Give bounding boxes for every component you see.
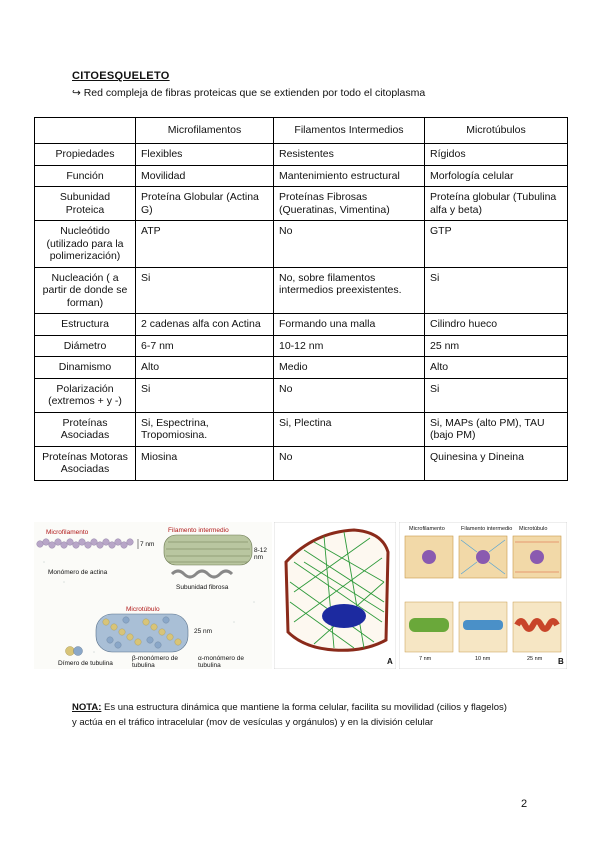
- table-cell: Flexibles: [136, 144, 274, 166]
- table-row: [35, 378, 568, 412]
- label-25nm: 25 nm: [194, 628, 213, 635]
- fig3-header-1: Microfilamento: [409, 526, 445, 532]
- label-8-12nm: 8-12 nm: [254, 547, 268, 561]
- table-cell: ATP: [136, 221, 274, 268]
- figure1-labels: [34, 522, 272, 669]
- table-row: [35, 165, 568, 187]
- label-subunidad-fibrosa: Subunidad fibrosa: [176, 584, 229, 591]
- table-cell: Rígidos: [425, 144, 568, 166]
- table-cell: Si, Espectrina, Tropomiosina.: [136, 412, 274, 446]
- table-cell: 2 cadenas alfa con Actina: [136, 314, 274, 336]
- label-beta-monomero: β-monómero de tubulina: [132, 655, 179, 669]
- table-cell: Si: [425, 267, 568, 314]
- row-header: Subunidad Proteica: [35, 187, 136, 221]
- table-row: [35, 335, 568, 357]
- table-row: [35, 267, 568, 314]
- table-row: [35, 446, 568, 480]
- table-row: [35, 314, 568, 336]
- row-header: Proteínas Motoras Asociadas: [35, 446, 136, 480]
- fig3-header-3: Microtúbulo: [519, 526, 548, 532]
- table-cell: Si: [425, 378, 568, 412]
- table-row: [35, 357, 568, 379]
- fig3-scale-3: 25 nm: [527, 656, 543, 662]
- label-filamento-intermedio: Filamento intermedio: [168, 527, 229, 534]
- label-monomero-actina: Monómero de actina: [48, 569, 108, 576]
- figures-row: [34, 522, 567, 669]
- table-cell: GTP: [425, 221, 568, 268]
- table-cell: 25 nm: [425, 335, 568, 357]
- table-cell: Formando una malla: [274, 314, 425, 336]
- table-cell: Morfología celular: [425, 165, 568, 187]
- fig3-scale-1: 7 nm: [419, 656, 432, 662]
- row-header: Diámetro: [35, 335, 136, 357]
- row-header: Dinamismo: [35, 357, 136, 379]
- label-dimero: Dímero de tubulina: [58, 660, 113, 667]
- row-header: Nucleación ( a partir de donde se forman): [35, 267, 136, 314]
- table-cell: 10-12 nm: [274, 335, 425, 357]
- table-cell: Proteínas Fibrosas (Queratinas, Vimentina): [274, 187, 425, 221]
- fig3-scale-2: 10 nm: [475, 656, 491, 662]
- table-cell: Mantenimiento estructural: [274, 165, 425, 187]
- table-cell: Alto: [425, 357, 568, 379]
- figure-a-label: A: [387, 657, 393, 666]
- table-cell: Proteína globular (Tubulina alfa y beta): [425, 187, 568, 221]
- label-microfilamento: Microfilamento: [46, 529, 89, 536]
- column-header: Microfilamentos: [136, 118, 274, 144]
- table-header-row: [35, 118, 568, 144]
- table-cell: No: [274, 221, 425, 268]
- table-cell: Si, Plectina: [274, 412, 425, 446]
- page-subtitle: ↪ Red compleja de fibras proteicas que se extienden por todo el citoplasma: [72, 87, 426, 99]
- table-cell: 6-7 nm: [136, 335, 274, 357]
- row-header: Estructura: [35, 314, 136, 336]
- table-cell: Alto: [136, 357, 274, 379]
- row-header: Proteínas Asociadas: [35, 412, 136, 446]
- table-cell: No, sobre filamentos intermedios preexistentes.: [274, 267, 425, 314]
- note-text: Es una estructura dinámica que mantiene la forma celular, facilita su movilidad (cilios y flagelos) y actúa en el tráfico intracelular (mov de vesículas y orgánulos) y en la división celular: [72, 702, 507, 728]
- page-number: 2: [521, 798, 528, 810]
- column-header: Microtúbulos: [425, 118, 568, 144]
- table-cell: Miosina: [136, 446, 274, 480]
- table-row: [35, 221, 568, 268]
- table-row: [35, 144, 568, 166]
- figure3-labels: [399, 522, 567, 669]
- note-paragraph: [72, 700, 512, 730]
- row-header: Función: [35, 165, 136, 187]
- label-7nm: 7 nm: [140, 541, 155, 548]
- row-header: Propiedades: [35, 144, 136, 166]
- table-cell: Resistentes: [274, 144, 425, 166]
- column-header: Filamentos Intermedios: [274, 118, 425, 144]
- table-cell: Cilindro hueco: [425, 314, 568, 336]
- table-cell: Si: [136, 267, 274, 314]
- cell-network-figure: [274, 522, 396, 669]
- page-title: CITOESQUELETO: [72, 70, 170, 82]
- table-row: [35, 187, 568, 221]
- table-cell: Quinesina y Dineina: [425, 446, 568, 480]
- table-cell: No: [274, 446, 425, 480]
- label-microtubulo: Microtúbulo: [126, 606, 160, 613]
- column-header: [35, 118, 136, 144]
- table-cell: Medio: [274, 357, 425, 379]
- row-header: Nucleótido (utilizado para la polimerización): [35, 221, 136, 268]
- label-alfa-monomero: α-monómero de tubulina: [198, 655, 245, 669]
- table-cell: No: [274, 378, 425, 412]
- row-header: Polarización (extremos + y -): [35, 378, 136, 412]
- table-row: [35, 412, 568, 446]
- table-cell: Proteína Globular (Actina G): [136, 187, 274, 221]
- table-cell: Movilidad: [136, 165, 274, 187]
- fig3-header-2: Filamento intermedio: [461, 526, 513, 532]
- table-cell: Si, MAPs (alto PM), TAU (bajo PM): [425, 412, 568, 446]
- cytoskeleton-table: [34, 117, 568, 481]
- note-label: NOTA:: [72, 702, 102, 713]
- figure-b-label: B: [558, 657, 564, 666]
- table-cell: Si: [136, 378, 274, 412]
